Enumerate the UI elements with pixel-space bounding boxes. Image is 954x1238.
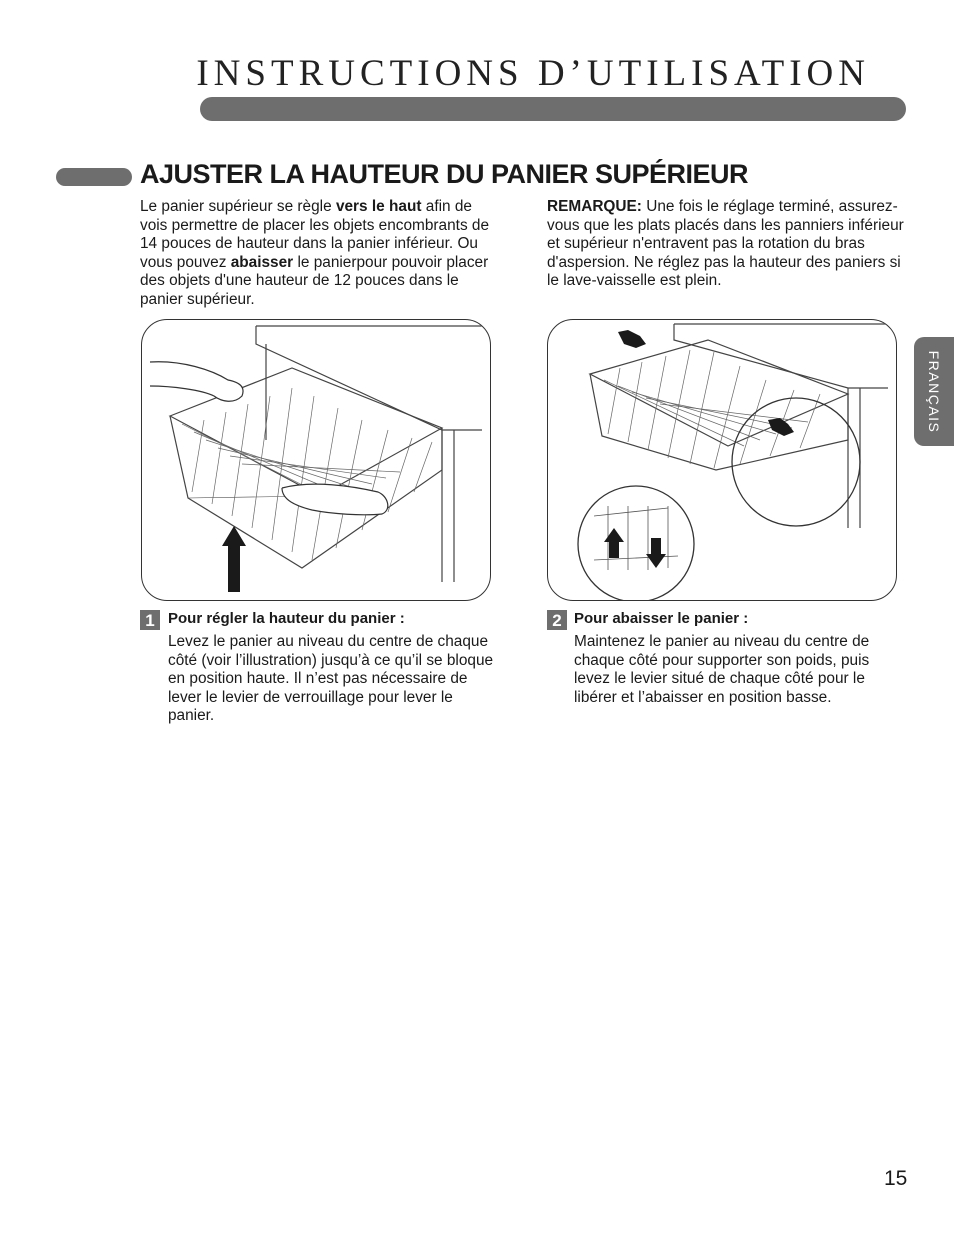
step-2-heading: Pour abaisser le panier : bbox=[574, 610, 749, 627]
figure-lower-rack bbox=[547, 319, 897, 601]
intro-bold-1: vers le haut bbox=[335, 198, 422, 215]
intro-bold-2: abaisser bbox=[230, 253, 294, 271]
section-marker bbox=[56, 168, 132, 186]
note-paragraph bbox=[547, 198, 907, 291]
step-1-heading: Pour régler la hauteur du panier : bbox=[168, 610, 405, 627]
rack-raise-illustration bbox=[142, 320, 490, 600]
intro-paragraph bbox=[140, 198, 500, 310]
intro-text-3: le panierpour pouvoir placer des objets d'une hauteur de 12 pouces dans le panier supérieur. bbox=[140, 253, 489, 308]
page-header-title: INSTRUCTIONS D’UTILISATION bbox=[196, 53, 870, 94]
intro-text-1: Le panier supérieur se règle bbox=[140, 198, 336, 215]
step-number-1: 1 bbox=[140, 610, 160, 630]
intro-text-2: afin de vois permettre de placer les objets encombrants de 14 pouces de hauteur dans la panier inférieur. Ou vous pouvez bbox=[140, 198, 490, 271]
step-number-2: 2 bbox=[547, 610, 567, 630]
header-bar bbox=[200, 97, 906, 121]
up-arrow-icon bbox=[222, 526, 246, 592]
section-title: AJUSTER LA HAUTEUR DU PANIER SUPÉRIEUR bbox=[140, 159, 749, 189]
figure-raise-rack bbox=[141, 319, 491, 601]
language-tab-label: FRANÇAIS bbox=[926, 350, 942, 433]
note-label: REMARQUE: bbox=[547, 198, 642, 215]
note-text: Une fois le réglage terminé, assurez-vous que les plats placés dans les panniers inférieur et supérieur n'entravent pas la rotation du bras d'aspersion. Ne réglez pas la hauteur des paniers si le lave-vaisselle est plein. bbox=[547, 198, 904, 290]
step-1-text: Levez le panier au niveau du centre de chaque côté (voir l’illustration) jusqu’à ce qu’il se bloque en position haute. Il n’est pas nécessaire de lever le levier de verrouillage pour lever le panier. bbox=[168, 633, 494, 725]
pointing-hand-icon bbox=[618, 330, 646, 348]
page-number: 15 bbox=[884, 1167, 908, 1190]
step-2-text: Maintenez le panier au niveau du centre de chaque côté pour supporter son poids, puis levez le levier situé de chaque côté pour le libérer et l’abaisser en position basse. bbox=[574, 633, 870, 706]
language-tab bbox=[914, 337, 954, 446]
rack-lower-illustration bbox=[548, 320, 896, 600]
